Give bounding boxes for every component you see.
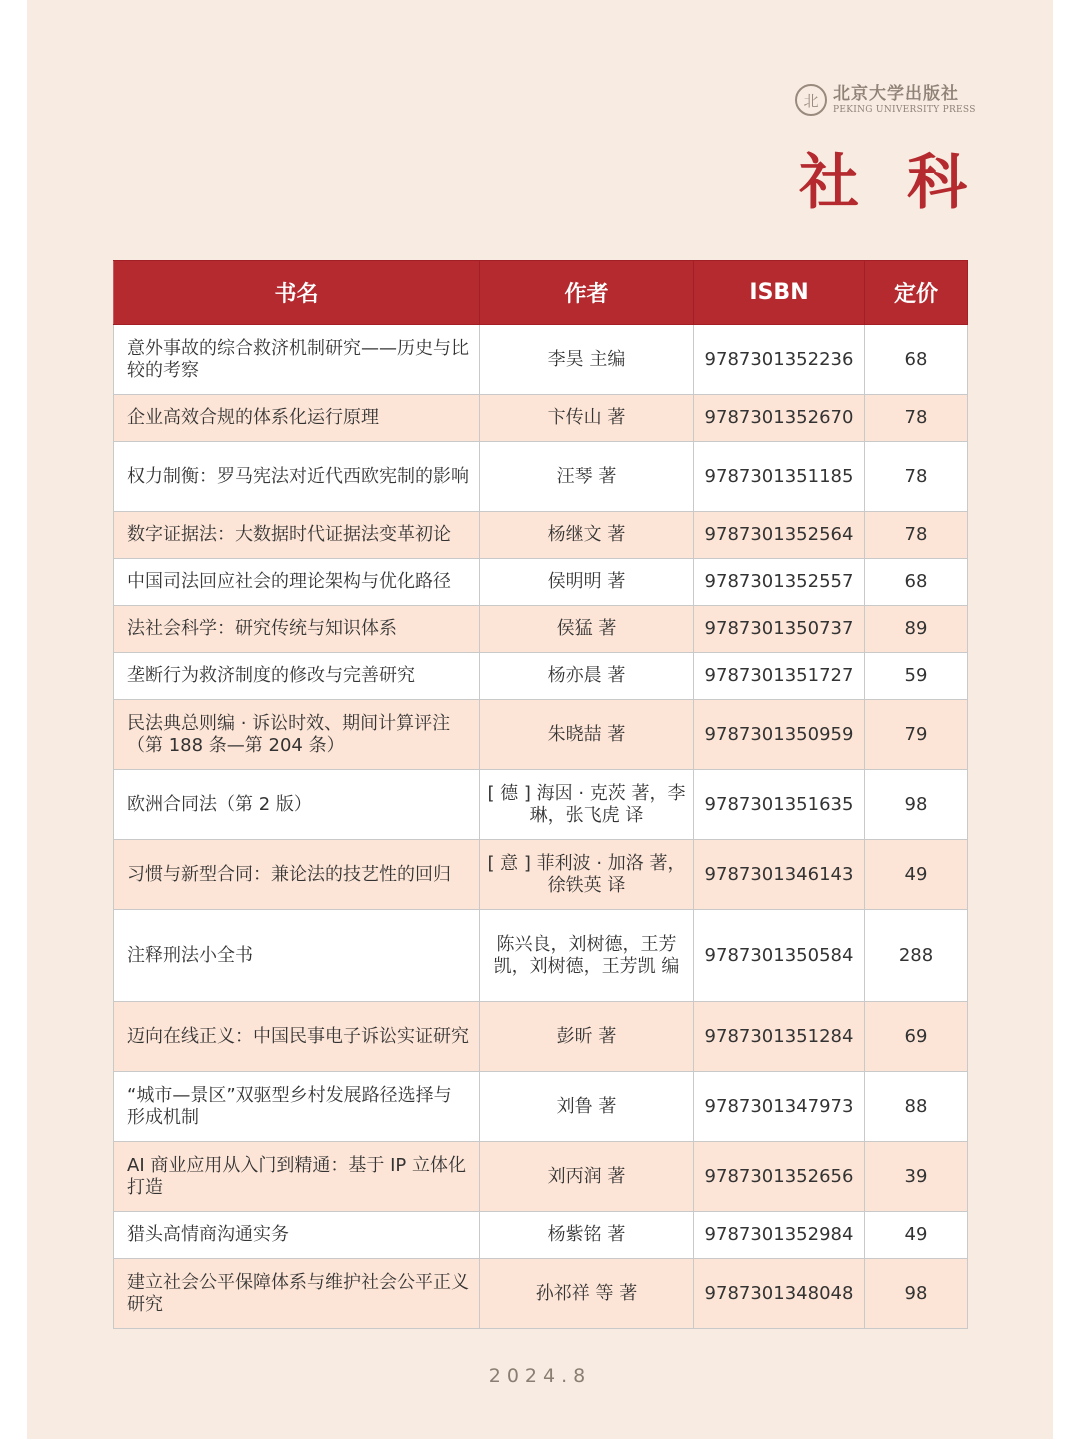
book-isbn: 9787301346143 [694, 840, 865, 910]
book-title: 数字证据法：大数据时代证据法变革初论 [114, 512, 480, 559]
table-row [114, 1212, 968, 1259]
book-author: 刘鲁 著 [480, 1072, 694, 1142]
book-price: 78 [865, 442, 968, 512]
table-row [114, 606, 968, 653]
book-isbn: 9787301352557 [694, 559, 865, 606]
book-author: [ 德 ] 海因 · 克茨 著，李琳，张飞虎 译 [480, 770, 694, 840]
book-title: 注释刑法小全书 [114, 910, 480, 1002]
book-title: 企业高效合规的体系化运行原理 [114, 395, 480, 442]
book-price: 98 [865, 770, 968, 840]
book-title: 意外事故的综合救济机制研究——历史与比较的考察 [114, 325, 480, 395]
book-author: 杨紫铭 著 [480, 1212, 694, 1259]
table-row [114, 910, 968, 1002]
book-title: 中国司法回应社会的理论架构与优化路径 [114, 559, 480, 606]
table-row [114, 700, 968, 770]
book-title: 法社会科学：研究传统与知识体系 [114, 606, 480, 653]
table-row [114, 512, 968, 559]
book-author: 陈兴良，刘树德，王芳凯，刘树德，王芳凯 编 [480, 910, 694, 1002]
book-price: 98 [865, 1259, 968, 1329]
book-author: 彭昕 著 [480, 1002, 694, 1072]
book-title: 权力制衡：罗马宪法对近代西欧宪制的影响 [114, 442, 480, 512]
book-author: 侯猛 著 [480, 606, 694, 653]
book-author: 卞传山 著 [480, 395, 694, 442]
table-row [114, 653, 968, 700]
book-isbn: 9787301352236 [694, 325, 865, 395]
book-title: 欧洲合同法（第 2 版） [114, 770, 480, 840]
book-isbn: 9787301351185 [694, 442, 865, 512]
table-row [114, 1002, 968, 1072]
table-row [114, 1072, 968, 1142]
book-title: 习惯与新型合同：兼论法的技艺性的回归 [114, 840, 480, 910]
issue-date: 2024.8 [488, 1365, 592, 1387]
book-isbn: 9787301351635 [694, 770, 865, 840]
publisher-name-cn: 北京大学出版社 [833, 83, 959, 104]
table-row [114, 395, 968, 442]
book-isbn: 9787301347973 [694, 1072, 865, 1142]
book-table [113, 260, 968, 1329]
book-isbn: 9787301352656 [694, 1142, 865, 1212]
book-isbn: 9787301352564 [694, 512, 865, 559]
book-author: 杨继文 著 [480, 512, 694, 559]
book-price: 68 [865, 325, 968, 395]
table-row [114, 442, 968, 512]
book-price: 79 [865, 700, 968, 770]
book-price: 49 [865, 1212, 968, 1259]
header-author: 作者 [480, 261, 694, 325]
book-price: 78 [865, 395, 968, 442]
book-price: 39 [865, 1142, 968, 1212]
book-title: AI 商业应用从入门到精通：基于 IP 立体化打造 [114, 1142, 480, 1212]
publisher-name-en: PEKING UNIVERSITY PRESS [833, 104, 976, 115]
book-price: 59 [865, 653, 968, 700]
book-author: 汪琴 著 [480, 442, 694, 512]
book-price: 68 [865, 559, 968, 606]
book-title: “城市—景区”双驱型乡村发展路径选择与形成机制 [114, 1072, 480, 1142]
header-title: 书名 [114, 261, 480, 325]
book-author: 李昊 主编 [480, 325, 694, 395]
book-isbn: 9787301350584 [694, 910, 865, 1002]
section-title: 社科 [799, 148, 1015, 218]
book-author: 杨亦晨 著 [480, 653, 694, 700]
table-row [114, 1259, 968, 1329]
header-price: 定价 [865, 261, 968, 325]
table-row [114, 1142, 968, 1212]
publisher-logo [795, 80, 976, 120]
book-isbn: 9787301352670 [694, 395, 865, 442]
book-title: 迈向在线正义：中国民事电子诉讼实证研究 [114, 1002, 480, 1072]
table-row [114, 840, 968, 910]
book-price: 88 [865, 1072, 968, 1142]
book-price: 49 [865, 840, 968, 910]
book-author: 孙祁祥 等 著 [480, 1259, 694, 1329]
book-author: 刘丙润 著 [480, 1142, 694, 1212]
book-isbn: 9787301351727 [694, 653, 865, 700]
book-isbn: 9787301350737 [694, 606, 865, 653]
book-price: 288 [865, 910, 968, 1002]
book-title: 民法典总则编 · 诉讼时效、期间计算评注（第 188 条—第 204 条） [114, 700, 480, 770]
book-price: 78 [865, 512, 968, 559]
book-price: 89 [865, 606, 968, 653]
book-author: [ 意 ] 菲利波 · 加洛 著，徐铁英 译 [480, 840, 694, 910]
book-price: 69 [865, 1002, 968, 1072]
book-title: 建立社会公平保障体系与维护社会公平正义研究 [114, 1259, 480, 1329]
table-row [114, 325, 968, 395]
table-header-row [114, 261, 968, 325]
book-title: 猎头高情商沟通实务 [114, 1212, 480, 1259]
book-author: 朱晓喆 著 [480, 700, 694, 770]
book-author: 侯明明 著 [480, 559, 694, 606]
book-title: 垄断行为救济制度的修改与完善研究 [114, 653, 480, 700]
header-isbn: ISBN [694, 261, 865, 325]
book-isbn: 9787301348048 [694, 1259, 865, 1329]
table-row [114, 559, 968, 606]
book-isbn: 9787301350959 [694, 700, 865, 770]
book-isbn: 9787301351284 [694, 1002, 865, 1072]
table-row [114, 770, 968, 840]
book-isbn: 9787301352984 [694, 1212, 865, 1259]
university-seal-icon: 北 [795, 84, 827, 116]
